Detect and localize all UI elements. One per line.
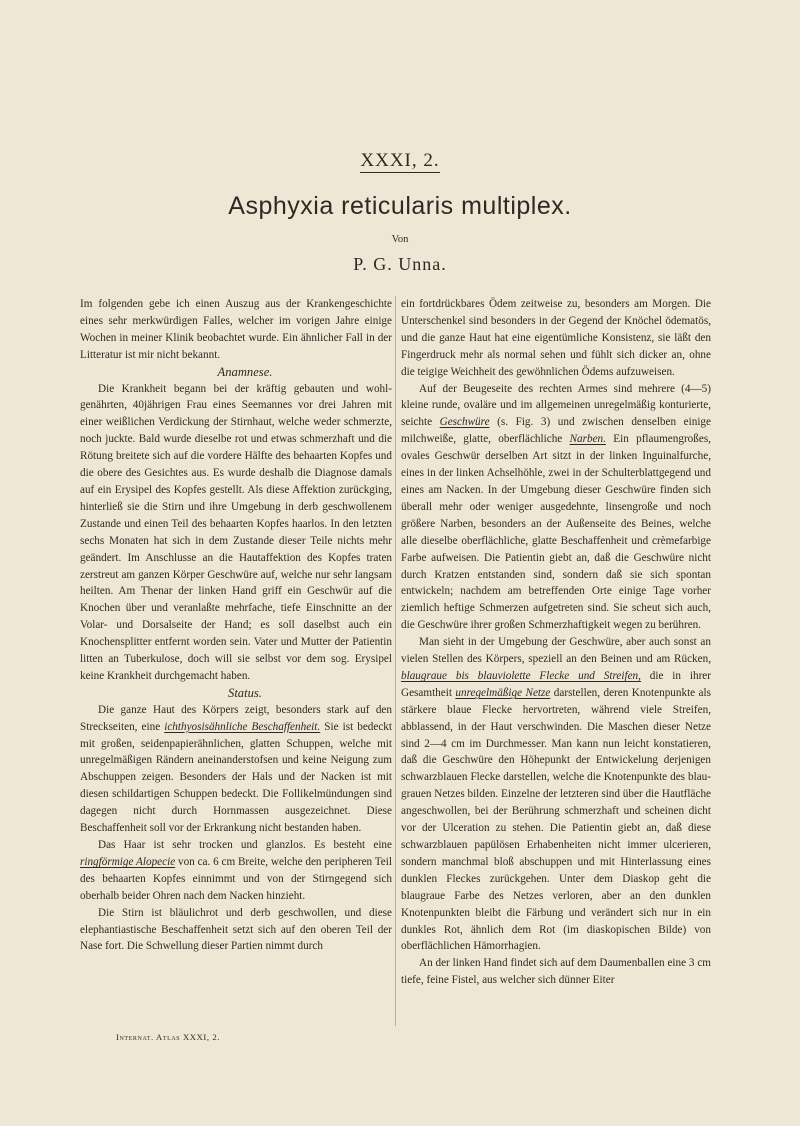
emphasis-netze: unregelmäßige Netze — [455, 686, 551, 699]
byline-von: Von — [391, 234, 409, 245]
right-paragraph-1: ein fortdrückbares Ödem zeitweise zu, besonders am Morgen. Die Unterschenkel sind besonders in der Gegend der Knöchel ödematös, und die ganze Haut hat eine eigentümliche Konsistenz, sie läßt den Fingerdruck mehr als normal sehen und fühlt sich dicker an, ohne die teigige Weichheit des gewöhnlichen Ödems aufzuweisen. — [401, 298, 711, 378]
emphasis-narben: Narben. — [569, 433, 606, 446]
emphasis-flecke: blaugraue bis blauviolette Flecke und Streifen, — [401, 669, 641, 682]
emphasis-geschwuere: Geschwüre — [439, 416, 490, 429]
intro-paragraph: Im folgenden gebe ich einen Auszug aus der Krankengeschichte eines sehr merkwürdigen Falles, welcher im vorigen Jahre einige Wochen in meiner Klinik beobachtet wurde. Ein ähnlicher Fall in der Litteratur ist mir nicht bekannt. — [80, 298, 392, 361]
left-column — [80, 296, 392, 955]
right-paragraph-4: An der linken Hand findet sich auf dem Daumenballen eine 3 cm tiefe, feine Fistel, aus welcher sich dünner Eiter — [401, 957, 711, 987]
status-paragraph-2: Das Haar ist sehr trocken und glanzlos. Es besteht eine ringförmige Alopecie von ca. 6 cm Breite, welche den peripheren Teil des behaarten Kopfes einnimmt und von der Stirngegend sich oberhalb beider Ohren nach dem Nacken hinzieht. — [80, 839, 392, 902]
right-paragraph-3: Man sieht in der Umgebung der Geschwüre, aber auch sonst an vielen Stellen des Körpers, speziell an den Beinen und am Rücken, blaugraue bis blauviolette Flecke und Streifen, die in ihrer Gesamtheit unregelmäßige Netze darstellen, deren Knotenpunkte als stärkere blaue Flecke hervortreten, während viele Streifen, abblassend, in der Haut verschwinden. Die Maschen dieser Netze sind 2—4 cm im Durchmesser. Man kann nun leicht konstatieren, daß die Geschwüre den Höhepunkt der Entwickelung derjenigen schwarzblauen Flecke darstellen, welche die Knotenpunkte des blaugrauen Netzes bilden. Einzelne der letzteren sind über die Hautfläche angeschwollen, bei der Berührung schmerzhaft und scheinen dicht vor der Ulceration zu stehen. Die Patientin giebt an, daß diese schwarzblauen papülösen Erhabenheiten nicht immer ulcerieren, sondern manchmal bloß abschuppen und mit Hinterlassung eines dunklen Fleckes zurückgehen. Unter dem Diaskop geht die blaugraue Farbe des Netzes verloren, aber an den dunklen Knotenpunkten bleibt die Färbung und verändert sich nur in ein dunkles Rot, ähnlich dem Rot (im diaskopischen Bilde) von oberflächlichen Hämorrhagien. — [401, 636, 711, 953]
plate-number: XXXI, 2. — [360, 150, 440, 171]
right-paragraph-2: Auf der Beugeseite des rechten Armes sind mehrere (4—5) kleine runde, ovaläre und im allgemeinen unregelmäßig konturierte, seichte Geschwüre (s. Fig. 3) und zwischen denselben einige milchweiße, glatte, oberflächliche Narben. Ein pflaumengroßes, ovales Geschwür derselben Art sitzt in der linken Inguinalfurche, eines in der linken Achselhöhle, zwei in der Schulterblattgegend und eines am Nacken. In der Umgebung dieser Geschwüre finden sich überall mehr oder weniger ausgedehnte, linsengroße und noch größere Narben, besonders an der Außenseite des Beines, welche alle dieselbe oberflächliche, glatte Beschaffenheit und crèmefarbige Farbe aufweisen. Die Patientin giebt an, daß die Geschwüre nicht durch Kratzen entstanden sind, sondern daß sie sich spontan entwickeln; nachdem am betreffenden Orte einige Tage vorher ziemlich heftige Schmerzen aufgetreten sind. Sie scheut sich auch, die Geschwüre ihrer großen Schmerzhaftigkeit wegen zu berühren. — [401, 382, 711, 632]
heading-anamnese: Anamnese. — [217, 364, 273, 379]
emphasis-ichthyosis: ichthyosisähnliche Beschaffenheit. — [164, 720, 321, 733]
status-paragraph-1: Die ganze Haut des Körpers zeigt, besonders stark auf den Streckseiten, eine ichthyosisähnliche Beschaffenheit. Sie ist bedeckt mit großen, seidenpapierähnlichen, glatten Schuppen, welche mit unregelmäßigen Rändern aneinanderstofsen und keine Neigung zum Abschuppen zeigen. Besonders der Hals und der Nacken ist mit diesen schildartigen Schuppen bedeckt. Die Follikelmündungen sind dagegen nicht durch Hornmassen ausgezeichnet. Diese Beschaffenheit soll vor der Erkrankung nicht bestanden haben. — [80, 703, 393, 835]
article-title: Asphyxia reticularis multiplex. — [228, 192, 572, 220]
emphasis-alopecie: ringförmige Alopecie — [80, 855, 176, 868]
right-column — [401, 296, 711, 989]
footer-signature: Internat. Atlas XXXI, 2. — [116, 1032, 220, 1042]
heading-status: Status. — [228, 685, 262, 700]
status-paragraph-3: Die Stirn ist bläulichrot und derb geschwollen, und diese elephantiastische Beschaffenheit setzt sich auf den oberen Teil der Nase fort. Die Schwellung dieser Partien nimmt durch — [80, 906, 392, 953]
anamnese-paragraph: Die Krankheit begann bei der kräftig gebauten und wohlgenährten, 40jährigen Frau eines Seemannes vor drei Jahren mit einer weißlichen Verdickung der Stirnhaut, welche weder schmerzte, noch juckte. Bald wurde dieselbe rot und etwas schmerzhaft und die Rötung breitete sich auf die vordere Hälfte des behaarten Kopfes und die obere des Gesichtes aus. Es wurde deshalb die Diagnose damals auf ein Erysipel des Kopfes gestellt. Als diese Affektion zurückging, hinterließ sie die Stirn und ihre Umgebung in derb geschwollenem Zustande und einen Teil des behaarten Kopfes haarlos. In den letzten sechs Monaten hat sich in dem Zustande dieser Teile nichts mehr geändert. Im Anschlusse an die Hautaffektion des Kopfes traten zerstreut am ganzen Körper Geschwüre auf, welche nur sehr langsam heilten. Am Thenar der linken Hand griff ein Geschwür auf die Knochen über und veranlaßte mehrfache, tiefe Einschnitte an der Volar- und Dorsalseite der Hand; es soll daselbst auch ein Knochensplitter entfernt worden sein. Vater und Mutter der Patientin litten an Tuberkulose, doch will sie selbst vor dem sog. Erysipel keine Krankheit durchgemacht haben. — [80, 382, 392, 682]
column-divider — [395, 296, 396, 1026]
author-name: P. G. Unna. — [353, 254, 447, 274]
